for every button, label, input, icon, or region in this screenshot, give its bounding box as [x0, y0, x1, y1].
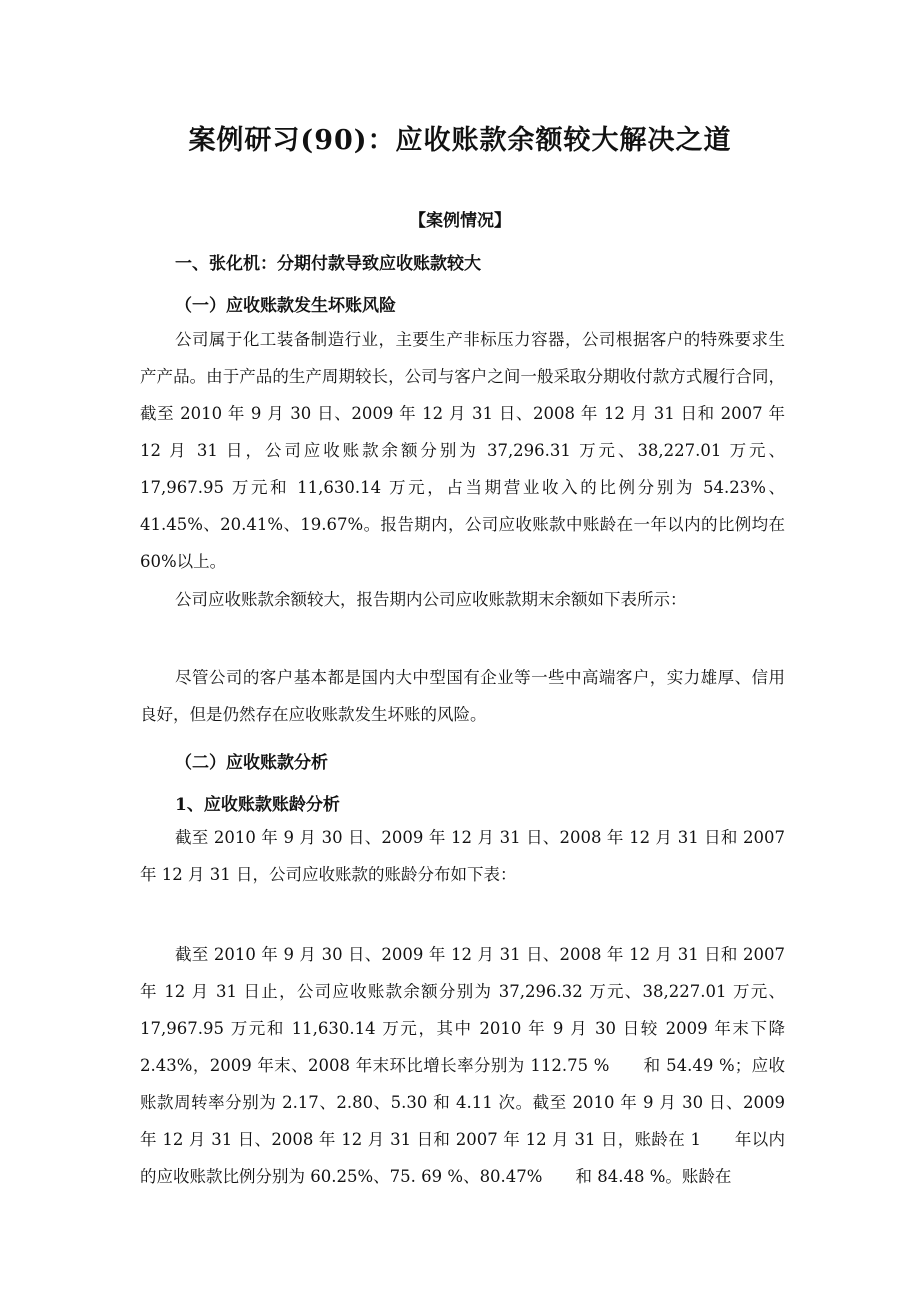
- subheading-1: （一）应收账款发生坏账风险: [175, 296, 396, 316]
- section-label: 【案例情况】: [409, 211, 511, 231]
- page-title: 案例研习(90)：应收账款余额较大解决之道: [188, 125, 732, 156]
- paragraph-1: 公司属于化工装备制造行业，主要生产非标压力容器，公司根据客户的特殊要求生产产品。由于产品的生产周期较长，公司与客户之间一般采取分期收付款方式履行合同，截至 2010 年 9 月 30 日、2009 年 12 月 31 日、2008 年 12 月 31 日和 2007 年 12 月 31 日，公司应收账款余额分别为 37,296.31 万元、38,227.01 万元、17,967.95 万元和 11,630.14 万元，占当期营业收入的比例分别为 54.23%、41.45%、20.41%、19.67%。报告期内，公司应收账款中账龄在一年以内的比例均在 60%以上。: [140, 330, 785, 571]
- subheading-2: （二）应收账款分析: [175, 753, 328, 773]
- paragraph-4: 截至 2010 年 9 月 30 日、2009 年 12 月 31 日、2008 年 12 月 31 日和 2007 年 12 月 31 日，公司应收账款的账龄分布如下表：: [140, 828, 785, 884]
- subheading-3: 1、应收账款账龄分析: [175, 795, 340, 815]
- paragraph-2: 公司应收账款余额较大，报告期内公司应收账款期末余额如下表所示：: [175, 590, 687, 609]
- heading-1: 一、张化机：分期付款导致应收账款较大: [175, 254, 481, 274]
- paragraph-5: 截至 2010 年 9 月 30 日、2009 年 12 月 31 日、2008 年 12 月 31 日和 2007 年 12 月 31 日止，公司应收账款余额分别为 37,296.32 万元、38,227.01 万元、17,967.95 万元和 11,630.14 万元，其中 2010 年 9 月 30 日较 2009 年末下降 2.43%，2009 年末、2008 年末环比增长率分别为 112.75 % 和 54.49 %；应收账款周转率分别为 2.17、2.80、5.30 和 4.11 次。截至 2010 年 9 月 30 日、2009 年 12 月 31 日、2008 年 12 月 31 日和 2007 年 12 月 31 日，账龄在 1 年以内的应收账款比例分别为 60.25%、75. 69 %、80.47% 和 84.48 %。账龄在: [140, 945, 785, 1186]
- paragraph-3: 尽管公司的客户基本都是国内大中型国有企业等一些中高端客户，实力雄厚、信用良好，但是仍然存在应收账款发生坏账的风险。: [140, 668, 785, 724]
